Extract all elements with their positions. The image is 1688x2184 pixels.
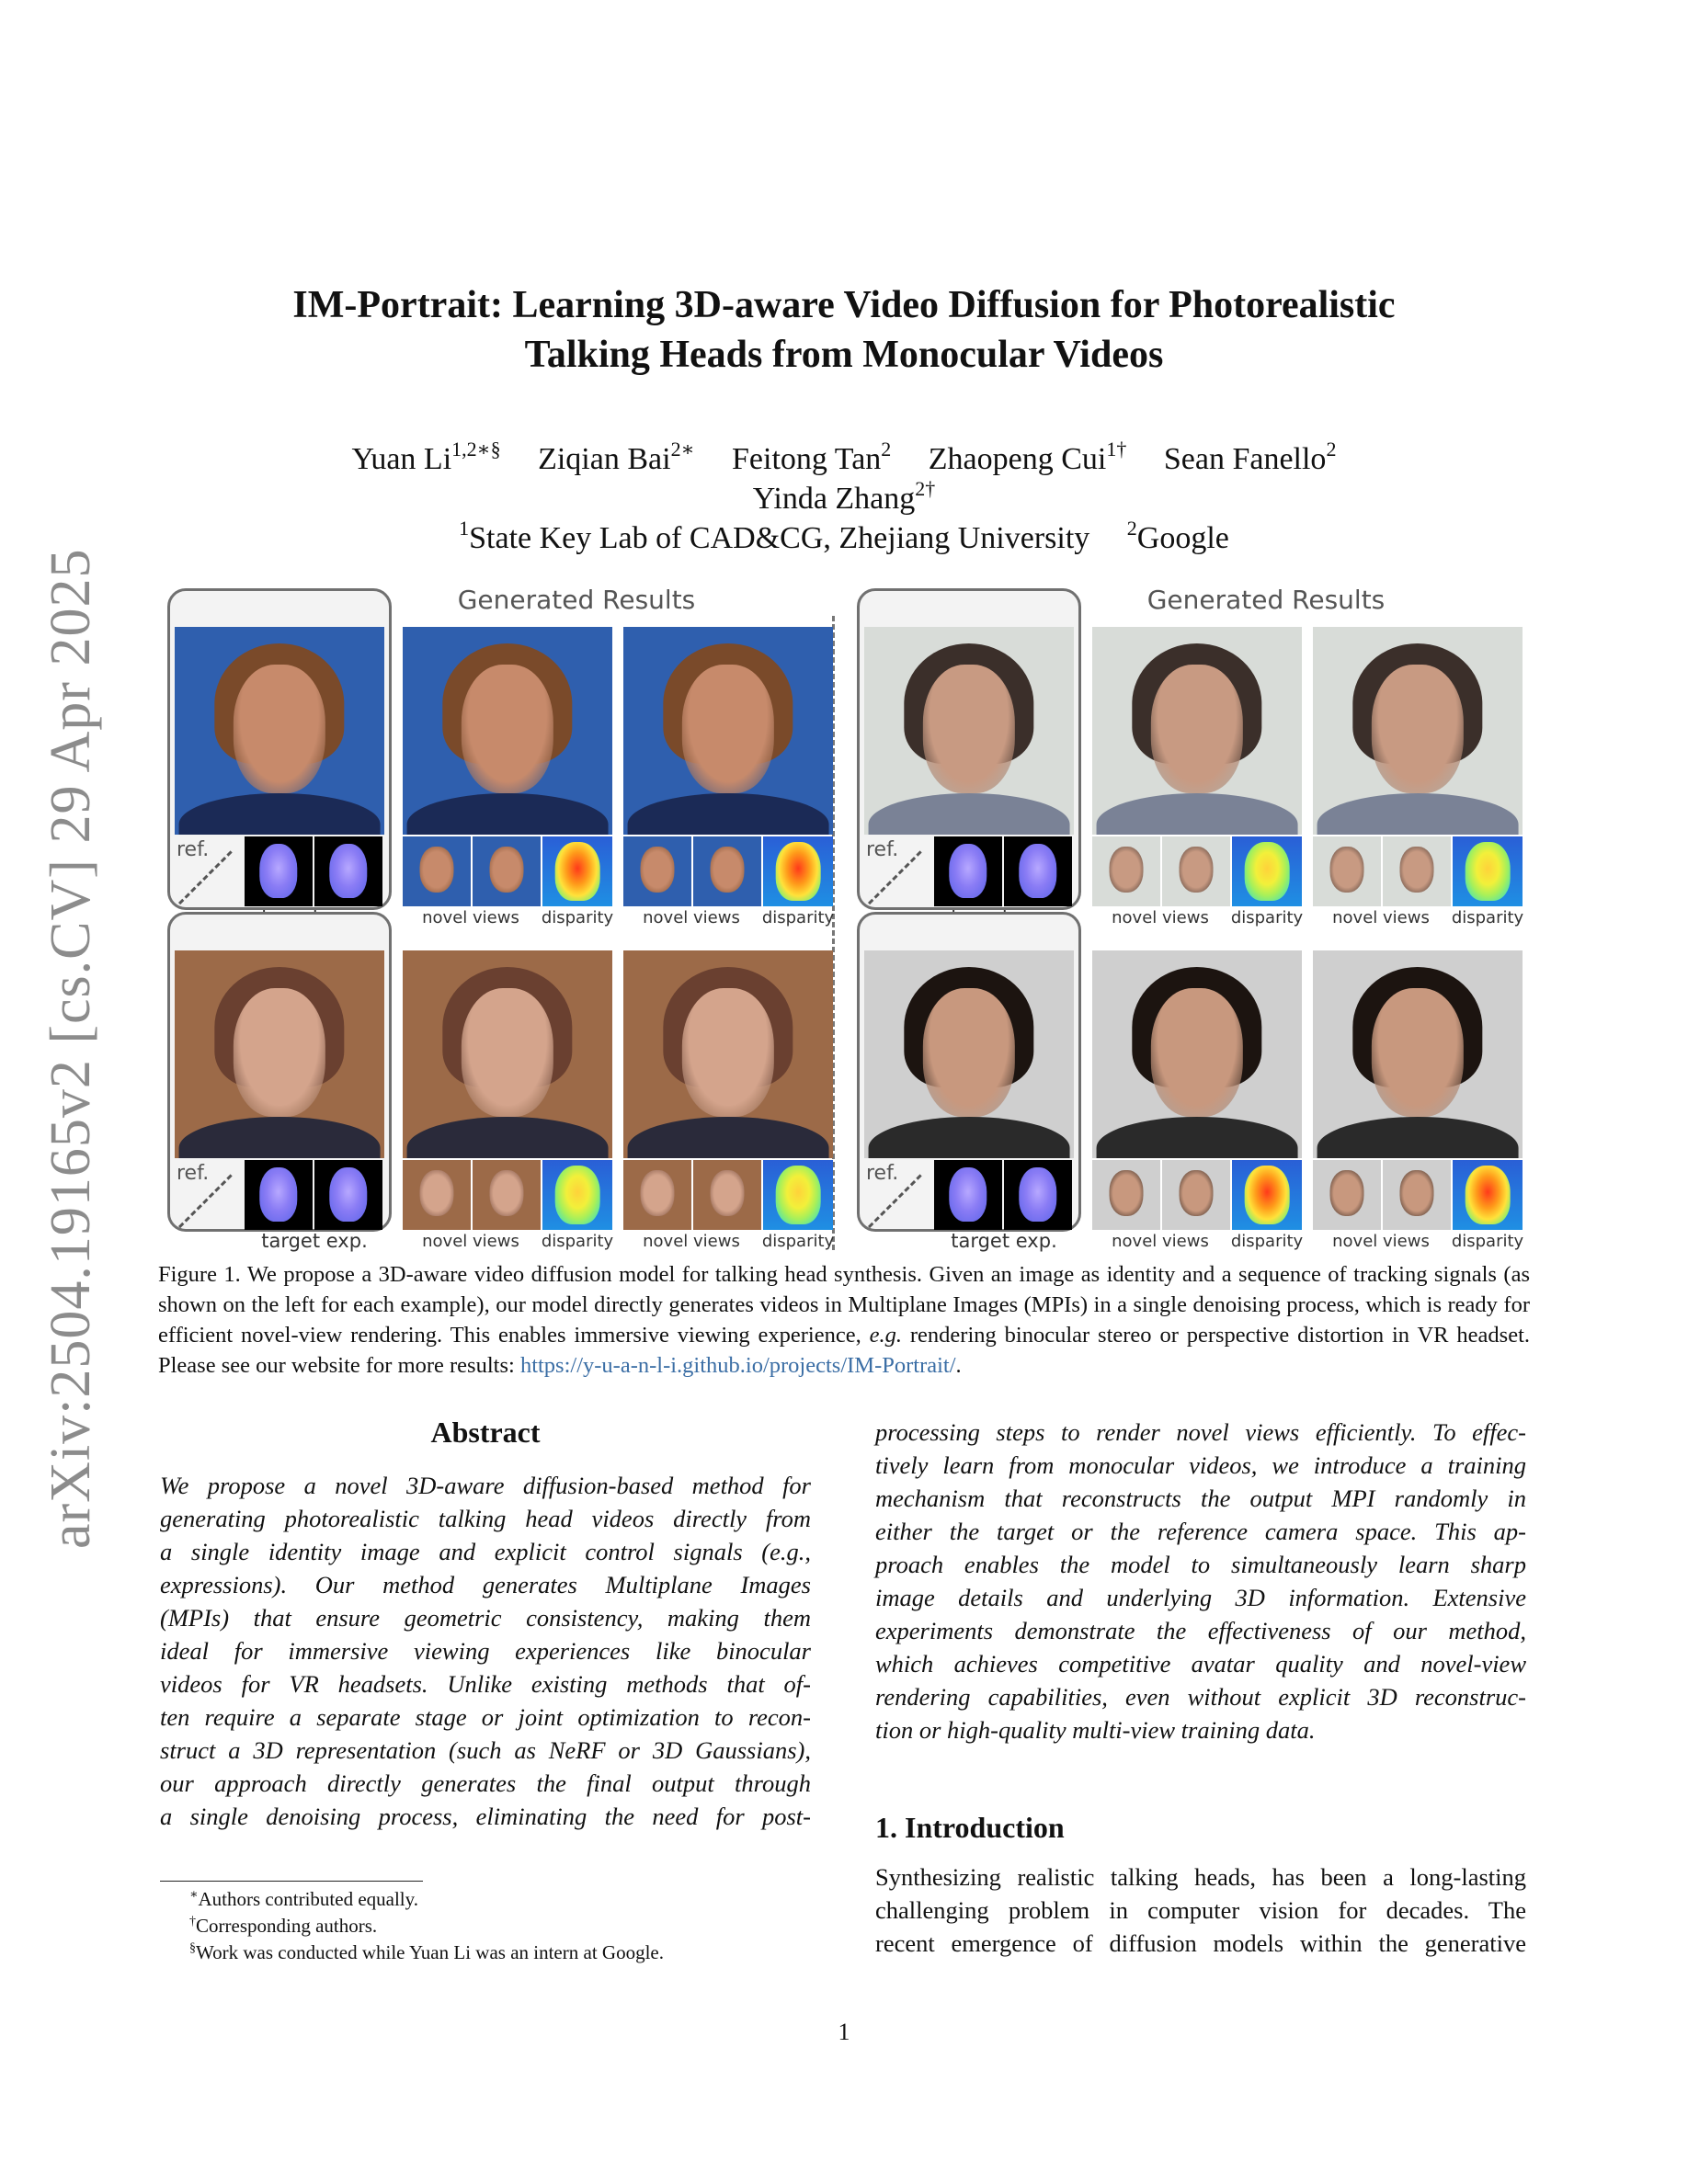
- face-shape: [490, 1170, 524, 1216]
- disparity-map-thumbnail: [1453, 836, 1523, 906]
- generated-results-heading: Generated Results: [1146, 585, 1386, 615]
- face-shape: [1180, 847, 1214, 893]
- novel-view-thumbnail: [1092, 836, 1160, 906]
- page-number: 1: [838, 2019, 850, 2045]
- face-shape: [711, 847, 745, 893]
- face-shape: [1400, 847, 1434, 893]
- figure-sublabel: novel views: [422, 1232, 519, 1251]
- face-shape: [1372, 665, 1464, 793]
- text-line: either the target or the reference camera space. This ap-: [875, 1518, 1526, 1545]
- author-name: Ziqian Bai$^{2∗}$: [538, 438, 695, 476]
- affiliation: $^2$Google: [1126, 517, 1229, 555]
- ref-label: ref.: [177, 838, 210, 861]
- novel-view-thumbnail: [693, 1160, 761, 1230]
- abstract-text-continued: [875, 1416, 1526, 1746]
- figure-sublabel: disparity: [761, 1232, 835, 1251]
- shoulders-shape: [407, 793, 609, 835]
- novel-view-thumbnail: [623, 836, 691, 906]
- shoulders-shape: [1097, 1117, 1298, 1158]
- novel-view-thumbnail: [693, 836, 761, 906]
- figure-sublabel: disparity: [541, 1232, 614, 1251]
- author-line-2: [165, 479, 1523, 518]
- author-name: Zhaopeng Cui$^{1\dagger}$: [928, 438, 1127, 476]
- reference-portrait-image: [864, 950, 1074, 1158]
- text-line: experiments demonstrate the effectiveness of our method,: [875, 1617, 1526, 1644]
- face-shape: [923, 665, 1015, 793]
- ref-label: ref.: [177, 1162, 210, 1185]
- generated-portrait-image: [623, 950, 833, 1158]
- introduction-text: [875, 1860, 1526, 1960]
- figure-sublabel: disparity: [1230, 1232, 1304, 1251]
- figure-sublabel: disparity: [1451, 1232, 1524, 1251]
- text-line: our approach directly generates the final output through: [160, 1769, 811, 1797]
- shoulders-shape: [1317, 793, 1519, 835]
- figure-sublabel: novel views: [1112, 908, 1209, 927]
- text-line: (MPIs) that ensure geometric consistency, making them: [160, 1604, 811, 1632]
- paper-title-line-2: Talking Heads from Monocular Videos: [524, 334, 1164, 376]
- generated-portrait-image: [403, 950, 612, 1158]
- disparity-face-shape: [776, 842, 821, 901]
- text-line: tion or high-quality multi-view training data.: [875, 1716, 1316, 1744]
- reference-portrait-image: [175, 627, 384, 835]
- novel-view-thumbnail: [1313, 836, 1381, 906]
- face-shape: [1372, 988, 1464, 1117]
- shoulders-shape: [407, 1117, 609, 1158]
- expression-mask-thumbnail: [934, 836, 1002, 906]
- paper-title-line-1: IM-Portrait: Learning 3D-aware Video Diffusion for Photorealistic: [292, 284, 1396, 326]
- figure-caption: Figure 1. We propose a 3D-aware video diffusion model for talking head synthesis. Given an image as identity and a sequence of tracking signals (as shown on the left for each example), our model directly generates videos in Multiplane Images (MPIs) in a single denoising process, which is ready for efficient novel-view rendering. This enables immersive viewing experience, e.g. rendering binocular stereo or perspective distortion in VR headset. Please see our website for more results: https://y-u-a-n-l-i.github.io/projects/IM-Portrait/.: [158, 1262, 1530, 1378]
- author-line-1: [165, 439, 1523, 479]
- face-shape: [462, 665, 553, 793]
- text-line: proach enables the model to simultaneously learn sharp: [875, 1551, 1526, 1578]
- expression-mask-thumbnail: [1004, 836, 1072, 906]
- right-column: [875, 1416, 1526, 1960]
- novel-view-thumbnail: [1383, 836, 1451, 906]
- shoulders-shape: [628, 1117, 829, 1158]
- face-shape: [1110, 1170, 1144, 1216]
- novel-view-thumbnail: [473, 836, 541, 906]
- author-name: Sean Fanello$^2$: [1163, 438, 1337, 476]
- shoulders-shape: [179, 793, 381, 835]
- generated-portrait-image: [1092, 950, 1302, 1158]
- figure-sublabel: novel views: [422, 908, 519, 927]
- disparity-map-thumbnail: [763, 836, 833, 906]
- expression-mask-thumbnail: [1004, 1160, 1072, 1230]
- figure-sublabel: disparity: [541, 908, 614, 927]
- shoulders-shape: [179, 1117, 381, 1158]
- expression-mask-thumbnail: [314, 1160, 382, 1230]
- text-line: a single denoising process, eliminating the need for post-: [160, 1803, 811, 1830]
- shoulders-shape: [869, 1117, 1070, 1158]
- face-shape: [711, 1170, 745, 1216]
- text-line: rendering capabilities, even without explicit 3D reconstruc-: [875, 1683, 1526, 1711]
- figure-sublabel: target exp.: [951, 1230, 1057, 1252]
- text-line: recent emergence of diffusion models within the generative: [875, 1929, 1526, 1957]
- novel-view-thumbnail: [623, 1160, 691, 1230]
- reference-portrait-image: [175, 950, 384, 1158]
- disparity-face-shape: [1245, 842, 1290, 901]
- abstract-heading: Abstract: [430, 1416, 541, 1449]
- footnote: §Work was conducted while Yuan Li was an intern at Google.: [189, 1941, 664, 1963]
- face-shape: [1151, 665, 1243, 793]
- text-line: which achieves competitive avatar quality and novel-view: [875, 1650, 1526, 1678]
- mask-face-shape: [259, 1167, 297, 1222]
- disparity-face-shape: [555, 1166, 600, 1224]
- face-shape: [1330, 1170, 1364, 1216]
- text-line: Synthesizing realistic talking heads, has been a long-lasting: [875, 1863, 1526, 1891]
- face-shape: [420, 847, 454, 893]
- text-line: processing steps to render novel views efficiently. To effec-: [875, 1418, 1526, 1446]
- face-shape: [1151, 988, 1243, 1117]
- expression-mask-thumbnail: [245, 1160, 313, 1230]
- figure-sublabel: novel views: [1112, 1232, 1209, 1251]
- shoulders-shape: [628, 793, 829, 835]
- footnote: ∗Authors contributed equally.: [189, 1888, 419, 1910]
- teaser-figure: [158, 579, 1528, 1255]
- generated-portrait-image: [1313, 950, 1523, 1158]
- expression-mask-thumbnail: [245, 836, 313, 906]
- text-line: expressions). Our method generates Multiplane Images: [160, 1571, 811, 1598]
- face-shape: [490, 847, 524, 893]
- figure-sublabel: novel views: [643, 1232, 740, 1251]
- ref-label: ref.: [866, 1162, 899, 1185]
- affiliation-line: [165, 518, 1523, 558]
- figure-sublabel: novel views: [1332, 908, 1430, 927]
- text-line: videos for VR headsets. Unlike existing methods that of-: [160, 1670, 811, 1698]
- text-line: generating photorealistic talking head videos directly from: [160, 1505, 811, 1532]
- disparity-face-shape: [776, 1166, 821, 1224]
- text-line: image details and underlying 3D information. Extensive: [875, 1584, 1526, 1611]
- figure-sublabel: target exp.: [261, 1230, 368, 1252]
- mask-face-shape: [329, 1167, 367, 1222]
- mask-face-shape: [329, 844, 367, 898]
- disparity-map-thumbnail: [542, 1160, 612, 1230]
- reference-portrait-image: [864, 627, 1074, 835]
- face-shape: [1400, 1170, 1434, 1216]
- figure-sublabel: disparity: [761, 908, 835, 927]
- figure-sublabel: disparity: [1451, 908, 1524, 927]
- generated-portrait-image: [623, 627, 833, 835]
- shoulders-shape: [1097, 793, 1298, 835]
- footnotes: [189, 1886, 664, 1966]
- generated-portrait-image: [1092, 627, 1302, 835]
- face-shape: [682, 665, 774, 793]
- abstract-left-column: [160, 1416, 811, 1833]
- novel-view-thumbnail: [473, 1160, 541, 1230]
- face-shape: [462, 988, 553, 1117]
- author-name: Yuan $Li^{1,2∗\S}$: [351, 438, 501, 476]
- face-shape: [234, 665, 325, 793]
- face-shape: [682, 988, 774, 1117]
- figure-sublabel: disparity: [1230, 908, 1304, 927]
- paper-title: [165, 280, 1523, 380]
- disparity-map-thumbnail: [1232, 836, 1302, 906]
- mask-face-shape: [259, 844, 297, 898]
- face-shape: [923, 988, 1015, 1117]
- disparity-map-thumbnail: [1232, 1160, 1302, 1230]
- disparity-map-thumbnail: [542, 836, 612, 906]
- disparity-face-shape: [555, 842, 600, 901]
- shoulders-shape: [869, 793, 1070, 835]
- project-url-link[interactable]: https://y-u-a-n-l-i.github.io/projects/IM-Portrait/: [519, 1353, 956, 1378]
- expression-mask-thumbnail: [314, 836, 382, 906]
- face-shape: [641, 847, 675, 893]
- footnote-rule: [160, 1881, 423, 1882]
- shoulders-shape: [1317, 1117, 1519, 1158]
- face-shape: [641, 1170, 675, 1216]
- novel-view-thumbnail: [1313, 1160, 1381, 1230]
- generated-results-heading: Generated Results: [457, 585, 696, 615]
- author-name: Yinda Zhang$^{2\dagger}$: [752, 477, 936, 516]
- novel-view-thumbnail: [403, 836, 471, 906]
- author-name: Feitong Tan$^2$: [732, 438, 892, 476]
- text-line: mechanism that reconstructs the output MPI randomly in: [875, 1484, 1526, 1512]
- mask-face-shape: [1019, 1167, 1056, 1222]
- ref-label: ref.: [866, 838, 899, 861]
- novel-view-thumbnail: [1383, 1160, 1451, 1230]
- face-shape: [234, 988, 325, 1117]
- disparity-face-shape: [1466, 842, 1511, 901]
- author-block: [165, 439, 1523, 558]
- footnote: †Corresponding authors.: [189, 1915, 378, 1937]
- disparity-map-thumbnail: [763, 1160, 833, 1230]
- mask-face-shape: [1019, 844, 1056, 898]
- affiliation: $^1$State Key Lab of CAD&CG, Zhejiang University: [459, 517, 1090, 555]
- figure-sublabel: novel views: [1332, 1232, 1430, 1251]
- novel-view-thumbnail: [1092, 1160, 1160, 1230]
- text-line: We propose a novel 3D-aware diffusion-based method for: [160, 1472, 811, 1499]
- arxiv-identifier-stamp: arXiv:2504.19165v2 [cs.CV] 29 Apr 2025: [40, 548, 102, 1549]
- expression-mask-thumbnail: [934, 1160, 1002, 1230]
- text-line: tively learn from monocular videos, we introduce a training: [875, 1451, 1526, 1479]
- disparity-face-shape: [1466, 1166, 1511, 1224]
- text-line: ideal for immersive viewing experiences like binocular: [160, 1637, 811, 1665]
- face-shape: [1330, 847, 1364, 893]
- generated-portrait-image: [1313, 627, 1523, 835]
- figure-sublabel: novel views: [643, 908, 740, 927]
- novel-view-thumbnail: [403, 1160, 471, 1230]
- text-line: challenging problem in computer vision for decades. The: [875, 1896, 1526, 1924]
- text-line: struct a 3D representation (such as NeRF or 3D Gaussians),: [160, 1736, 811, 1764]
- novel-view-thumbnail: [1162, 836, 1230, 906]
- generated-portrait-image: [403, 627, 612, 835]
- abstract-text: [160, 1469, 811, 1833]
- face-shape: [1110, 847, 1144, 893]
- face-shape: [420, 1170, 454, 1216]
- mask-face-shape: [949, 844, 987, 898]
- text-line: a single identity image and explicit control signals (e.g.,: [160, 1538, 811, 1565]
- novel-view-thumbnail: [1162, 1160, 1230, 1230]
- disparity-face-shape: [1245, 1166, 1290, 1224]
- disparity-map-thumbnail: [1453, 1160, 1523, 1230]
- face-shape: [1180, 1170, 1214, 1216]
- mask-face-shape: [949, 1167, 987, 1222]
- text-line: ten require a separate stage or joint optimization to recon-: [160, 1703, 811, 1731]
- introduction-heading: 1. Introduction: [875, 1811, 1065, 1844]
